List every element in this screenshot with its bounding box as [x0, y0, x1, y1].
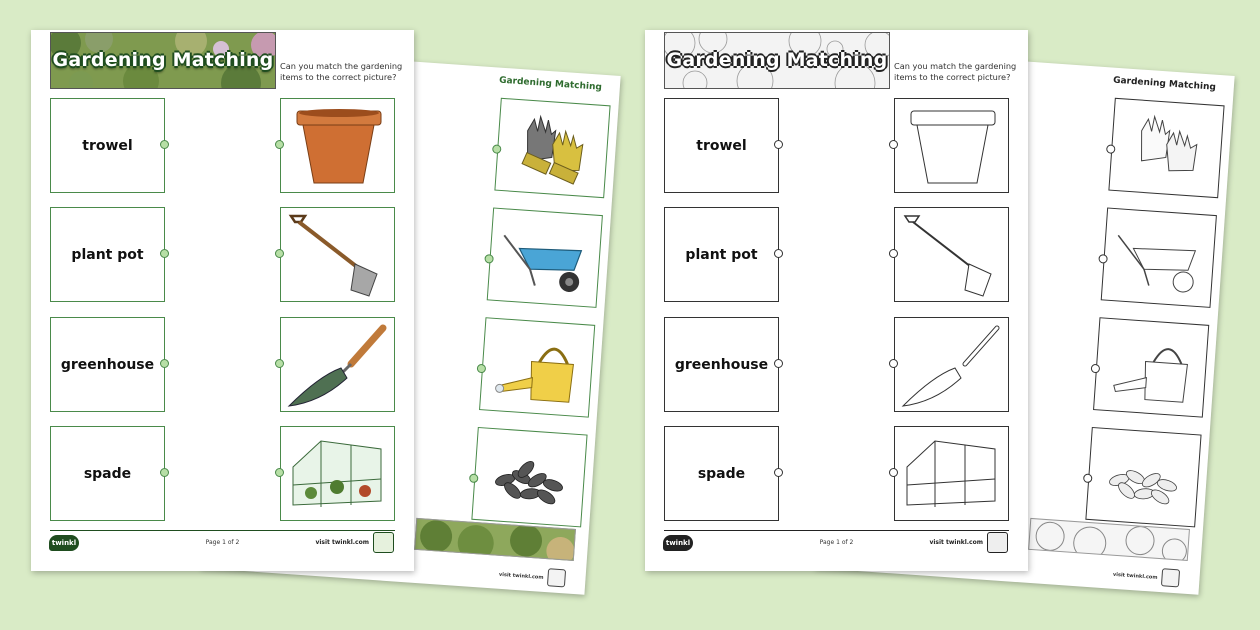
quality-badge-icon: [373, 532, 394, 553]
word-label: plant pot: [71, 246, 144, 263]
spade-icon: [281, 208, 396, 303]
gloves-icon: [495, 99, 611, 199]
worksheet-title: Gardening Matching: [666, 49, 888, 71]
worksheet-page-1-colour: [31, 30, 414, 571]
gloves-icon: [1109, 99, 1225, 199]
picture-card-greenhouse: [280, 426, 395, 521]
twinkl-logo: twinkl: [663, 535, 693, 551]
worksheet-title: Gardening Matching: [52, 49, 274, 71]
word-card-spade: [50, 426, 165, 521]
match-dot[interactable]: [889, 359, 898, 368]
word-label: plant pot: [685, 246, 758, 263]
match-dot[interactable]: [275, 359, 284, 368]
picture-card-greenhouse: [894, 426, 1009, 521]
picture-card-watering-can: [1093, 317, 1209, 417]
match-dot[interactable]: [275, 468, 284, 477]
match-dot[interactable]: [889, 468, 898, 477]
page-2-visit-link: visit twinkl.com: [1112, 571, 1158, 581]
match-dot[interactable]: [275, 249, 284, 258]
word-label: trowel: [82, 137, 133, 154]
picture-card-plant-pot: [894, 98, 1009, 193]
picture-card-seeds: [1085, 427, 1201, 527]
match-dot[interactable]: [160, 140, 169, 149]
page-2-title: Gardening Matching: [498, 75, 603, 93]
seeds-icon: [1086, 428, 1202, 528]
trowel-icon: [895, 318, 1010, 413]
quality-badge-icon: [1161, 568, 1180, 587]
word-card-plant-pot: [664, 207, 779, 302]
word-card-trowel: [664, 98, 779, 193]
word-card-spade: [664, 426, 779, 521]
picture-card-spade: [280, 207, 395, 302]
picture-card-gloves: [1108, 98, 1224, 198]
word-card-plant-pot: [50, 207, 165, 302]
watering-can-icon: [480, 318, 596, 418]
quality-badge-icon: [987, 532, 1008, 553]
footer-divider: [50, 530, 395, 531]
greenhouse-icon: [281, 427, 396, 522]
match-dot[interactable]: [275, 140, 284, 149]
match-dot[interactable]: [160, 468, 169, 477]
match-dot[interactable]: [160, 359, 169, 368]
picture-card-wheelbarrow: [1101, 207, 1217, 307]
match-dot[interactable]: [774, 468, 783, 477]
word-card-trowel: [50, 98, 165, 193]
word-card-greenhouse: [664, 317, 779, 412]
plant-pot-icon: [895, 99, 1010, 194]
visit-link: visit twinkl.com: [315, 539, 369, 546]
instructions-text: Can you match the gardening items to the correct picture?: [894, 61, 1017, 82]
wheelbarrow-icon: [1102, 209, 1218, 309]
page-number: Page 1 of 2: [205, 539, 240, 546]
trowel-icon: [281, 318, 396, 413]
picture-card-watering-can: [479, 317, 595, 417]
title-banner: [664, 32, 890, 89]
quality-badge-icon: [547, 568, 566, 587]
twinkl-logo: twinkl: [49, 535, 79, 551]
watering-can-icon: [1094, 318, 1210, 418]
picture-card-spade: [894, 207, 1009, 302]
match-dot[interactable]: [160, 249, 169, 258]
match-dot[interactable]: [774, 359, 783, 368]
picture-card-gloves: [494, 98, 610, 198]
match-dot[interactable]: [774, 140, 783, 149]
spade-icon: [895, 208, 1010, 303]
instructions-text: Can you match the gardening items to the correct picture?: [280, 61, 403, 82]
footer-divider: [664, 530, 1009, 531]
word-label: greenhouse: [674, 356, 769, 373]
greenhouse-icon: [895, 427, 1010, 522]
match-dot[interactable]: [889, 140, 898, 149]
title-banner: [50, 32, 276, 89]
word-label: greenhouse: [60, 356, 155, 373]
picture-card-seeds: [471, 427, 587, 527]
worksheet-page-1-bw: [645, 30, 1028, 571]
visit-link: visit twinkl.com: [929, 539, 983, 546]
word-label: trowel: [696, 137, 747, 154]
seeds-icon: [472, 428, 588, 528]
word-label: spade: [697, 465, 746, 482]
word-label: spade: [83, 465, 132, 482]
plant-pot-icon: [281, 99, 396, 194]
match-dot[interactable]: [774, 249, 783, 258]
wheelbarrow-icon: [488, 209, 604, 309]
page-number: Page 1 of 2: [819, 539, 854, 546]
picture-card-trowel: [280, 317, 395, 412]
word-card-greenhouse: [50, 317, 165, 412]
picture-card-wheelbarrow: [487, 207, 603, 307]
page-2-title: Gardening Matching: [1112, 75, 1217, 93]
match-dot[interactable]: [889, 249, 898, 258]
picture-card-plant-pot: [280, 98, 395, 193]
page-2-visit-link: visit twinkl.com: [498, 571, 544, 581]
picture-card-trowel: [894, 317, 1009, 412]
